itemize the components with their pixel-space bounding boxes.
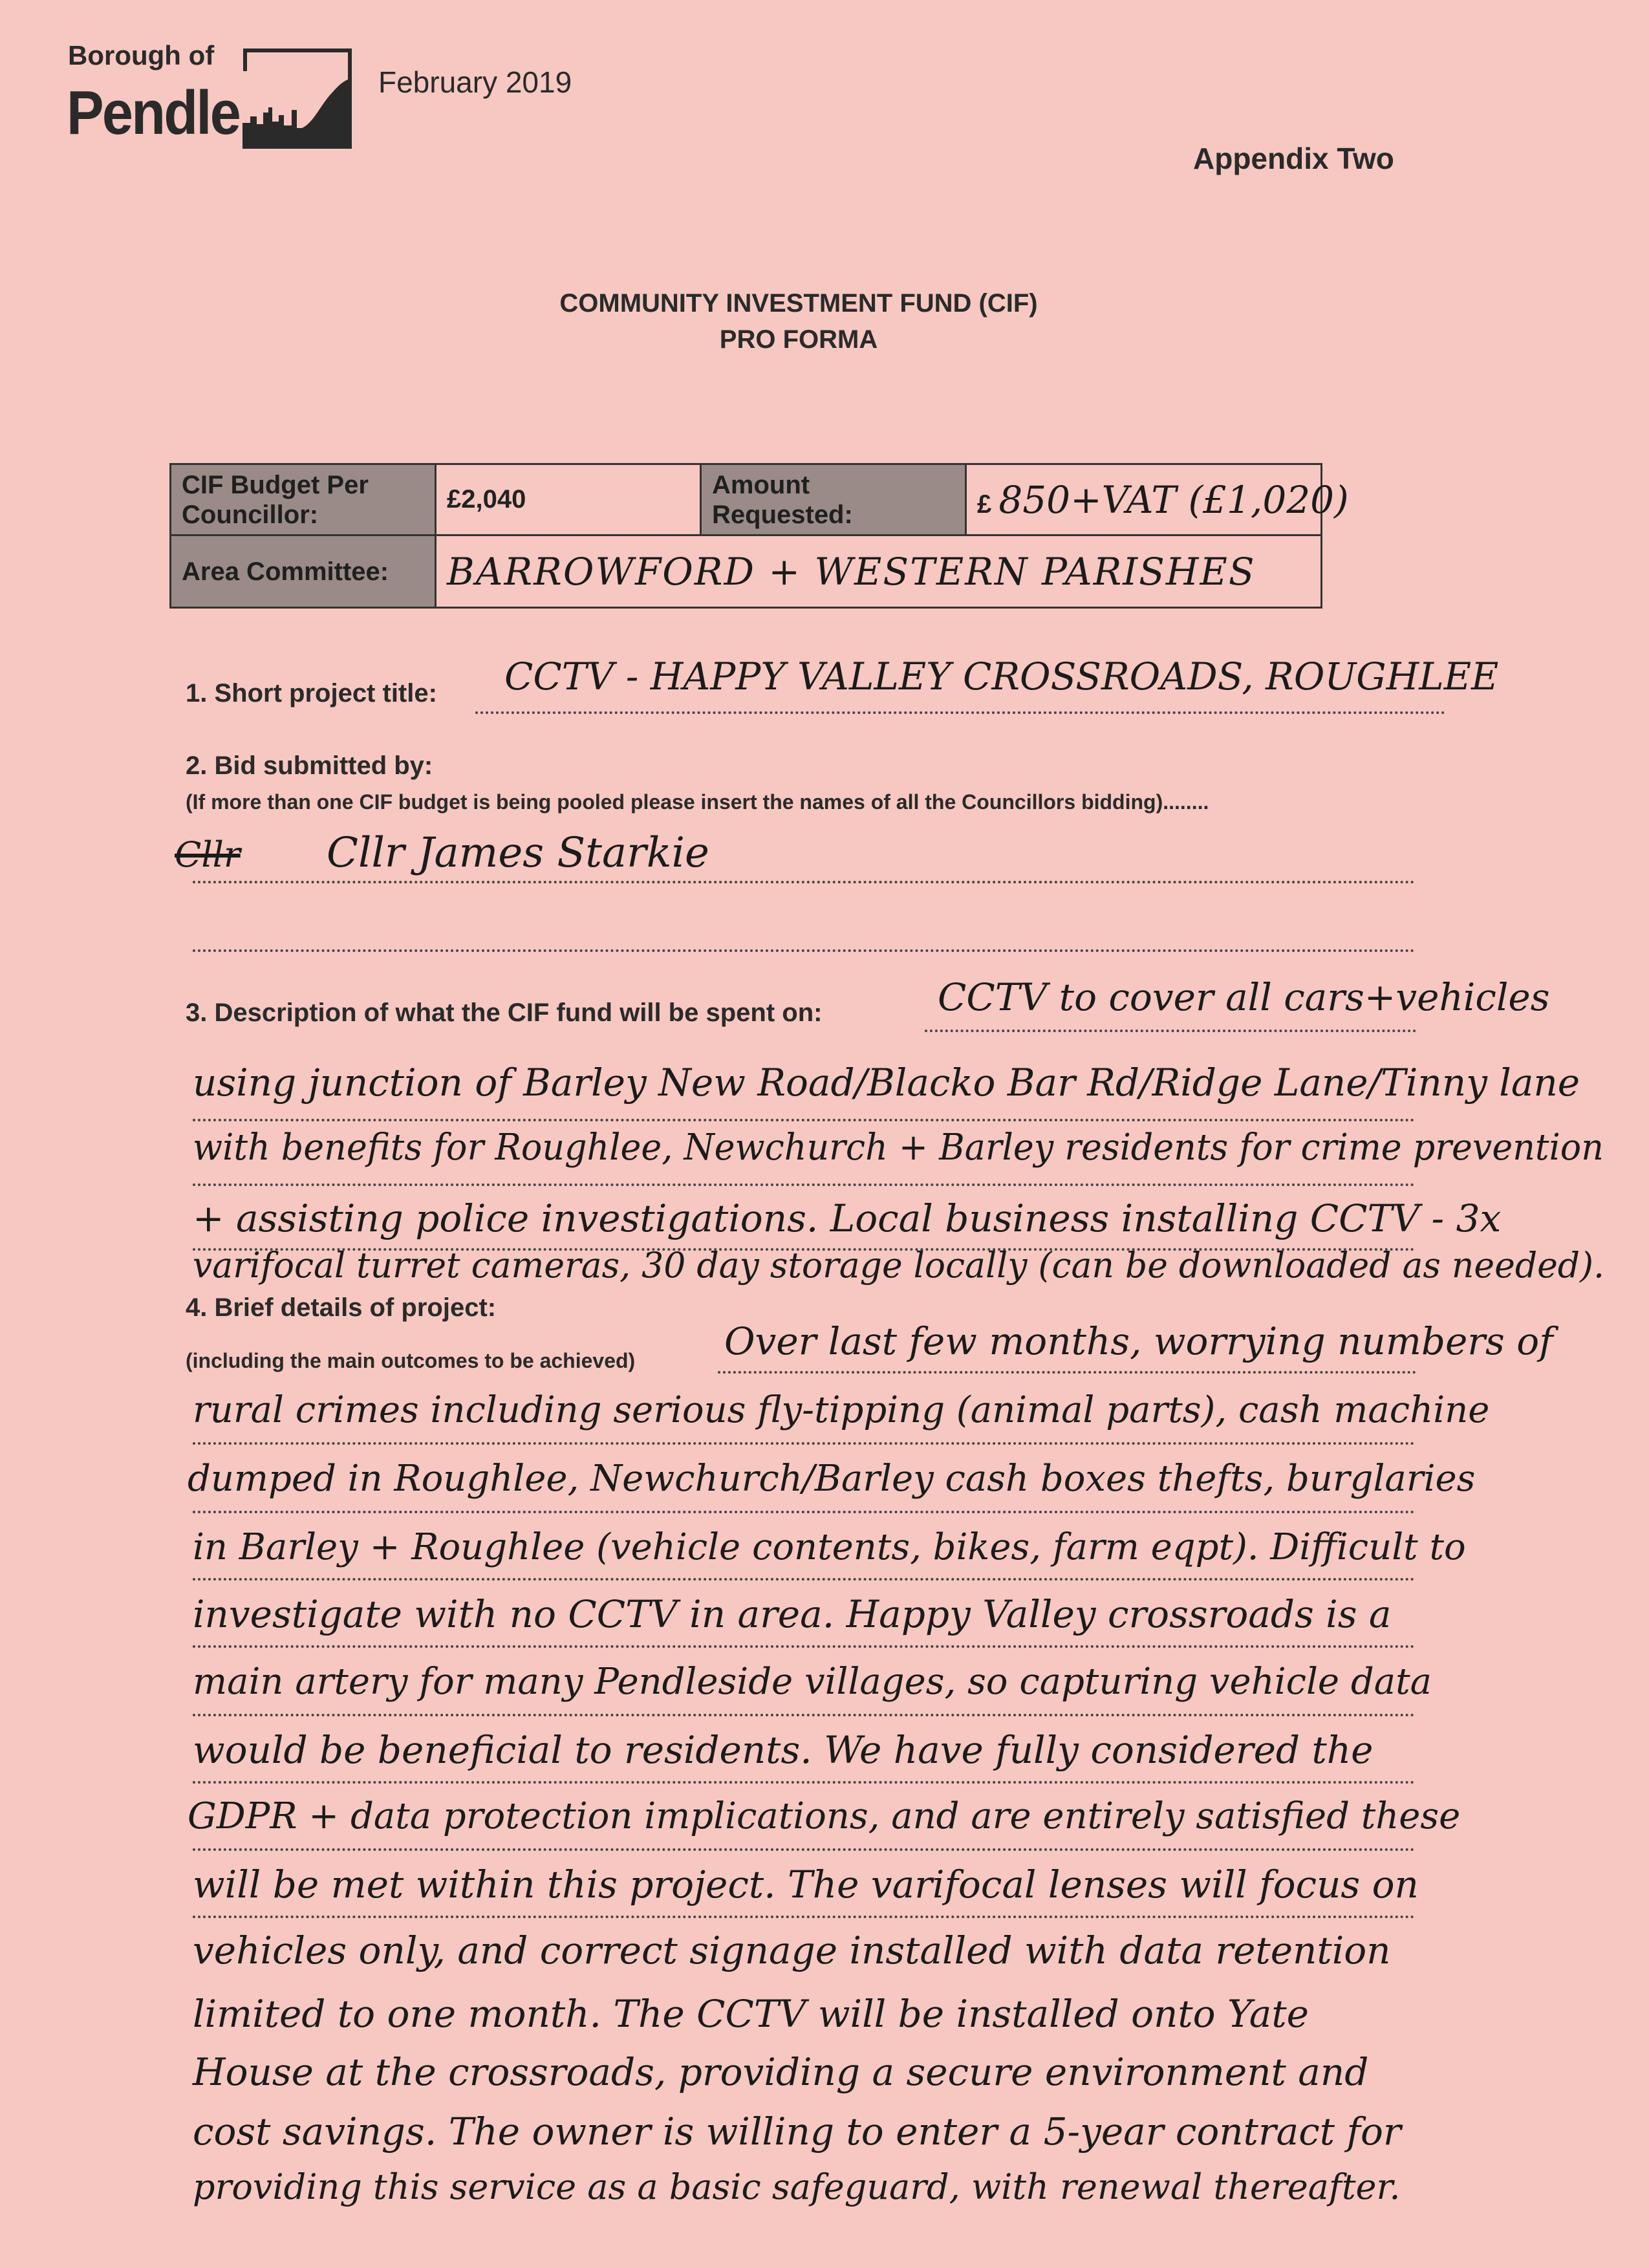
details-line: dumped in Roughlee, Newchurch/Barley cash boxes thefts, burglaries: [188, 1458, 1476, 1500]
details-line: cost savings. The owner is willing to enter a 5-year contract for: [193, 2110, 1401, 2154]
description-line: + assisting police investigations. Local business installing CCTV - 3x: [193, 1196, 1502, 1240]
description-line: using junction of Barley New Road/Blacko Bar Rd/Ridge Lane/Tinny lane: [193, 1061, 1580, 1105]
details-line: rural crimes including serious fly-tipping (animal parts), cash machine: [193, 1389, 1490, 1431]
budget-label-cell: CIF Budget Per Councillor:: [171, 464, 436, 535]
section4-label: 4. Brief details of project:: [186, 1293, 497, 1322]
section4-dotline: [193, 1916, 1415, 1918]
section3-dotline-2: [193, 1183, 1415, 1186]
section2-dotline-2: [193, 949, 1415, 952]
hill-skyline-icon: [242, 45, 354, 152]
details-line: vehicles only, and correct signage installed with data retention: [193, 1928, 1391, 1972]
details-line: limited to one month. The CCTV will be installed onto Yate: [193, 1992, 1310, 2036]
details-line: would be beneficial to residents. We have fully considered the: [193, 1728, 1374, 1772]
section4-dotline-0: [718, 1371, 1416, 1374]
section4-dotline: [193, 1848, 1415, 1851]
section3-dotline-0: [925, 1030, 1416, 1032]
section4-dotline: [193, 1781, 1415, 1784]
section4-dotline: [193, 1578, 1415, 1581]
section2-dotline-1: [193, 881, 1415, 883]
description-line: with benefits for Roughlee, Newchurch + Barley residents for crime prevention: [193, 1127, 1604, 1169]
budget-value-cell: £2,040: [436, 464, 701, 535]
details-line: will be met within this project. The varifocal lenses will focus on: [193, 1863, 1419, 1906]
details-line: investigate with no CCTV in area. Happy Valley crossroads is a: [193, 1592, 1392, 1636]
struck-text: Cllr: [175, 834, 241, 875]
details-line: GDPR + data protection implications, and are entirely satisfied these: [188, 1795, 1461, 1837]
description-line: varifocal turret cameras, 30 day storage locally (can be downloaded as needed).: [193, 1245, 1605, 1286]
section4-note: (including the main outcomes to be achieved): [186, 1349, 636, 1372]
section2-label: 2. Bid submitted by:: [186, 751, 433, 780]
document-date: February 2019: [378, 65, 572, 99]
details-line: providing this service as a basic safeguard, with renewal thereafter.: [193, 2166, 1401, 2207]
logo-top-text: Borough of: [68, 40, 215, 70]
details-line: in Barley + Roughlee (vehicle contents, bikes, farm eqpt). Difficult to: [193, 1526, 1466, 1568]
section4-dotline: [193, 1511, 1415, 1513]
form-title: COMMUNITY INVESTMENT FUND (CIF): [559, 289, 1038, 318]
description-line: CCTV to cover all cars+vehicles: [938, 975, 1550, 1019]
amount-currency: £: [977, 490, 992, 519]
details-line: House at the crossroads, providing a secure environment and: [193, 2050, 1369, 2094]
logo-main-text: Pendle: [67, 78, 240, 147]
section4-dotline: [193, 1442, 1415, 1445]
amount-label-cell: Amount Requested:: [701, 464, 966, 535]
section3-label: 3. Description of what the CIF fund will be spent on:: [186, 999, 823, 1027]
section1-dotline: [475, 711, 1445, 714]
project-title-value: CCTV - HAPPY VALLEY CROSSROADS, ROUGHLEE: [504, 654, 1499, 698]
section4-dotline: [193, 1645, 1415, 1648]
area-value-cell: BARROWFORD + WESTERN PARISHES: [436, 535, 1322, 608]
section4-dotline: [193, 1714, 1415, 1716]
area-label-cell: Area Committee:: [171, 535, 436, 608]
section3-dotline-1: [193, 1119, 1415, 1121]
form-subtitle: PRO FORMA: [719, 325, 878, 354]
details-line: main artery for many Pendleside villages, so capturing vehicle data: [193, 1661, 1432, 1703]
councillor-name: Cllr James Starkie: [327, 829, 709, 877]
amount-value: 850+VAT (£1,020): [998, 477, 1349, 522]
section1-label: 1. Short project title:: [186, 679, 437, 707]
budget-table: [169, 463, 1349, 609]
amount-value-cell: [966, 464, 1349, 535]
appendix-label: Appendix Two: [1193, 142, 1394, 175]
section2-note: (If more than one CIF budget is being pooled please insert the names of all the Councillors bidding)........: [186, 790, 1209, 814]
details-line: Over last few months, worrying numbers of: [724, 1319, 1553, 1363]
borough-logo: [68, 40, 352, 153]
